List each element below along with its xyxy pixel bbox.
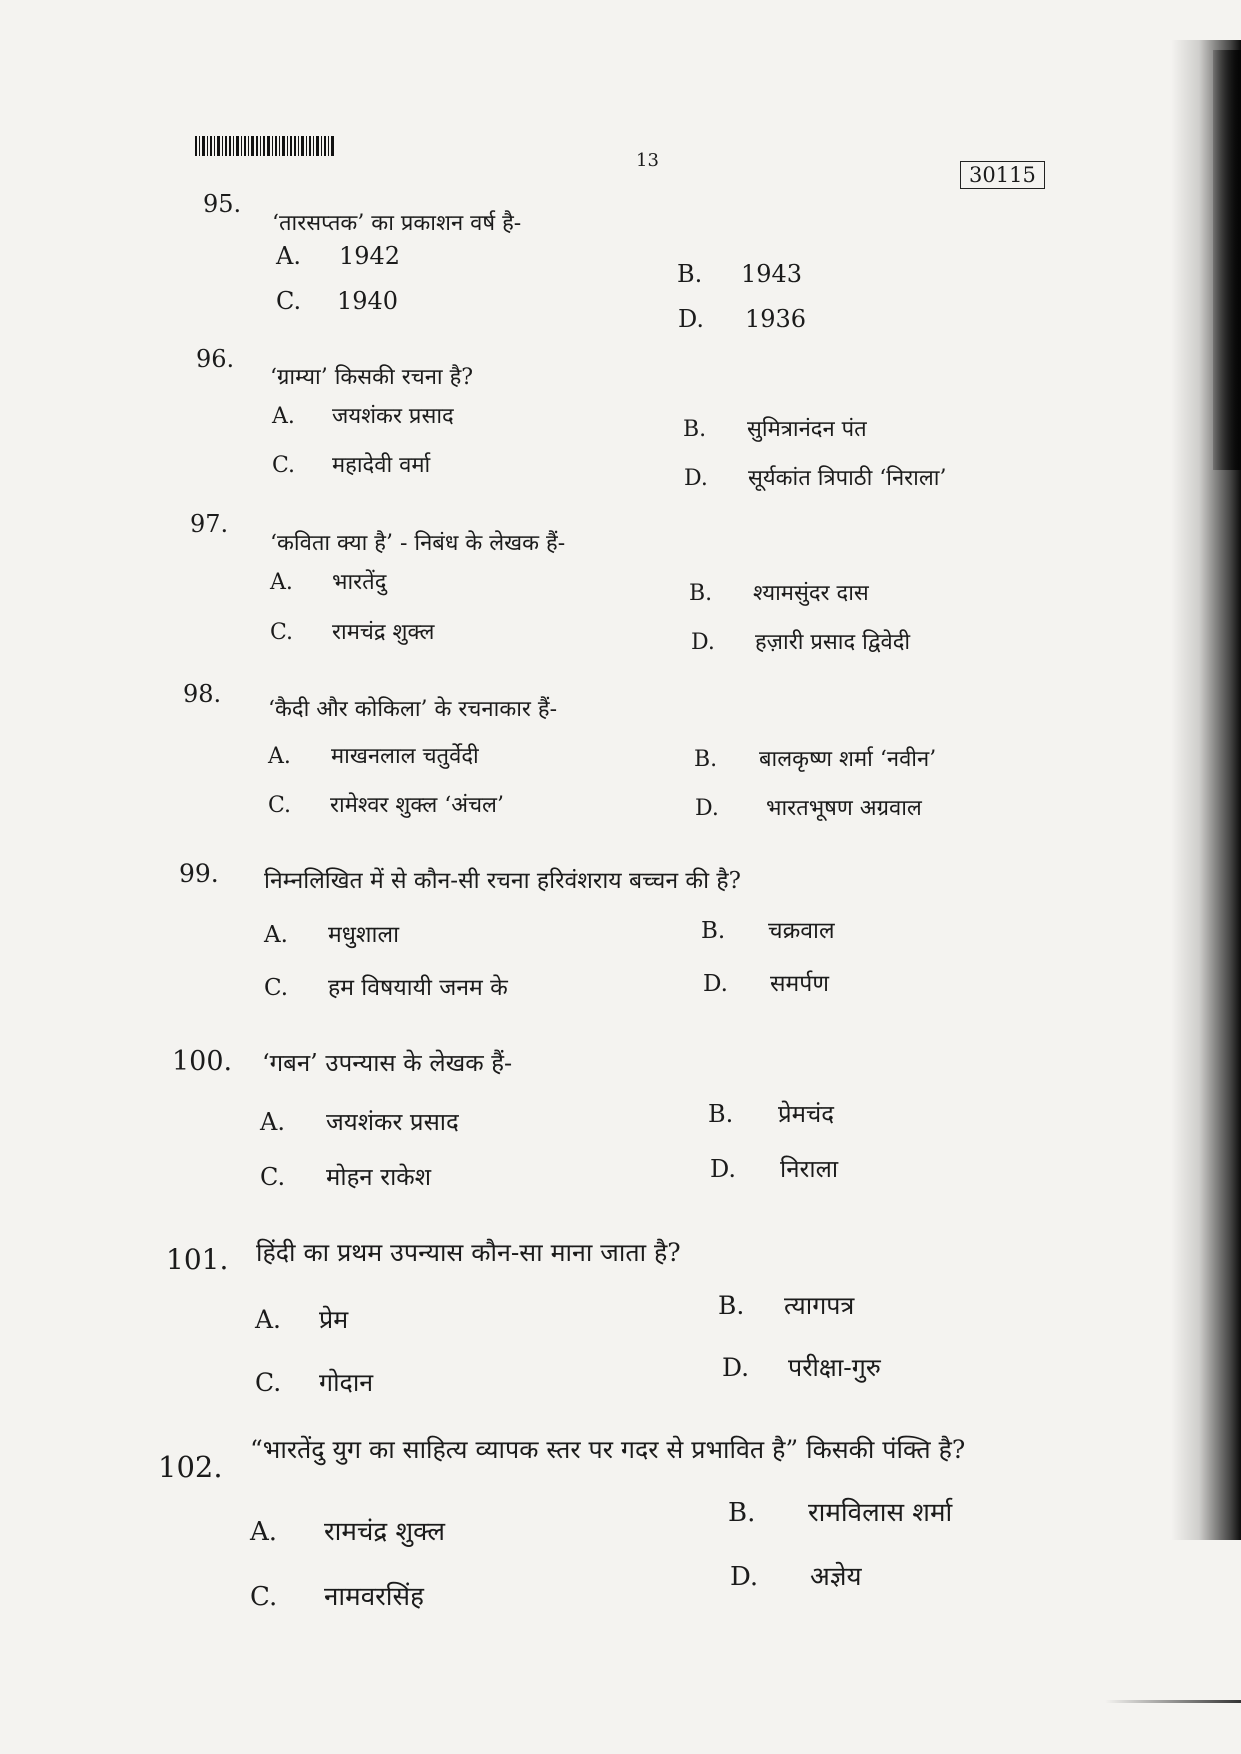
option-letter: C.: [272, 453, 296, 478]
option-b: [689, 577, 869, 607]
option-text: चक्रवाल: [768, 918, 835, 944]
scan-artifact-line: [1105, 1700, 1241, 1703]
option-text: भारतेंदु: [332, 570, 387, 595]
option-b: [683, 413, 867, 443]
option-text: महादेवी वर्मा: [332, 453, 431, 478]
option-text: समर्पण: [770, 971, 829, 997]
option-c: [260, 1160, 431, 1193]
option-d: [730, 1557, 862, 1593]
question-text: ‘कविता क्या है’ - निबंध के लेखक हैं-: [270, 531, 566, 556]
question-text: ‘कैदी और कोकिला’ के रचनाकार हैं-: [268, 697, 558, 722]
paper-code-box: 30115: [960, 161, 1045, 189]
question-text: ‘ग्राम्या’ किसकी रचना है?: [270, 365, 474, 390]
option-c: [272, 449, 430, 479]
option-text: प्रेमचंद: [778, 1100, 834, 1128]
question-text: ‘तारसप्तक’ का प्रकाशन वर्ष है-: [272, 211, 522, 236]
option-a: [268, 740, 479, 770]
option-a: [260, 1105, 459, 1138]
question-number: 101.: [166, 1243, 229, 1276]
option-text: रामविलास शर्मा: [808, 1498, 953, 1528]
option-b: [694, 743, 936, 773]
option-text: रामेश्वर शुक्ल ‘अंचल’: [330, 793, 504, 818]
option-letter: C.: [264, 975, 289, 1001]
option-letter: A.: [272, 404, 295, 429]
question-number: 99.: [179, 859, 219, 888]
option-letter: A.: [264, 922, 288, 948]
option-text: श्यामसुंदर दास: [753, 581, 869, 606]
option-text: अज्ञेय: [810, 1562, 862, 1592]
option-a: [250, 1512, 445, 1548]
option-text: रामचंद्र शुक्ल: [324, 1517, 445, 1547]
option-text: हम विषयायी जनम के: [328, 975, 508, 1001]
option-letter: B.: [708, 1100, 734, 1128]
option-a: [255, 1302, 348, 1336]
question-text: “भारतेंदु युग का साहित्य व्यापक स्तर पर गदर से प्रभावित है” किसकी पंक्ति है?: [250, 1435, 966, 1464]
option-c: [264, 970, 508, 1002]
option-a: [272, 400, 454, 430]
option-d: [695, 792, 922, 822]
barcode-icon: [195, 136, 335, 156]
option-letter: A.: [276, 242, 301, 270]
question-number: 100.: [172, 1046, 233, 1077]
question-number: 95.: [203, 190, 242, 218]
option-letter: B.: [683, 417, 707, 442]
option-text: जयशंकर प्रसाद: [332, 404, 454, 429]
option-letter: A.: [268, 744, 291, 769]
option-text: माखनलाल चतुर्वेदी: [331, 744, 479, 769]
option-letter: D.: [695, 796, 719, 821]
question-text: निम्नलिखित में से कौन-सी रचना हरिवंशराय बच्चन की है?: [264, 868, 741, 894]
option-text: 1940: [337, 287, 399, 315]
option-letter: D.: [710, 1155, 737, 1183]
option-d: [691, 626, 910, 656]
option-text: त्यागपत्र: [784, 1291, 855, 1320]
option-letter: D.: [678, 305, 705, 333]
option-letter: C.: [270, 620, 294, 645]
option-b: [718, 1288, 854, 1322]
option-text: भारतभूषण अग्रवाल: [766, 796, 922, 821]
option-text: जयशंकर प्रसाद: [326, 1108, 459, 1136]
option-text: रामचंद्र शुक्ल: [332, 620, 435, 645]
option-d: [684, 462, 946, 492]
option-text: निराला: [780, 1155, 839, 1183]
option-b: [708, 1097, 834, 1130]
option-a: [276, 242, 400, 270]
option-letter: C.: [250, 1582, 278, 1612]
option-c: [255, 1365, 373, 1399]
question-text: हिंदी का प्रथम उपन्यास कौन-सा माना जाता है?: [256, 1238, 681, 1267]
option-text: सूर्यकांत त्रिपाठी ‘निराला’: [748, 466, 947, 491]
option-c: [268, 789, 504, 819]
option-d: [722, 1350, 881, 1384]
option-letter: C.: [276, 287, 302, 315]
option-d: [678, 305, 806, 333]
option-letter: B.: [689, 581, 713, 606]
option-text: परीक्षा-गुरु: [788, 1353, 881, 1382]
option-letter: A.: [270, 570, 293, 595]
option-letter: A.: [260, 1108, 285, 1136]
option-text: गोदान: [319, 1368, 374, 1397]
option-letter: D.: [684, 466, 708, 491]
option-text: नामवरसिंह: [324, 1582, 424, 1612]
option-b: [701, 913, 835, 945]
option-c: [250, 1577, 424, 1613]
option-letter: D.: [691, 630, 715, 655]
question-text: ‘गबन’ उपन्यास के लेखक हैं-: [262, 1049, 513, 1077]
option-letter: A.: [250, 1517, 278, 1547]
question-number: 97.: [190, 510, 229, 538]
option-text: 1936: [745, 305, 807, 333]
option-c: [276, 287, 398, 315]
page-number: 13: [636, 150, 659, 171]
option-letter: C.: [268, 793, 292, 818]
option-letter: B.: [694, 747, 718, 772]
option-letter: D.: [722, 1353, 750, 1382]
option-text: हज़ारी प्रसाद द्विवेदी: [755, 630, 911, 655]
option-text: मोहन राकेश: [326, 1163, 432, 1191]
question-number: 102.: [158, 1450, 223, 1484]
option-b: [677, 260, 802, 288]
option-c: [270, 616, 434, 646]
option-letter: C.: [260, 1163, 286, 1191]
option-b: [728, 1493, 952, 1529]
option-text: मधुशाला: [328, 922, 400, 948]
option-a: [264, 917, 399, 949]
option-text: बालकृष्ण शर्मा ‘नवीन’: [759, 747, 937, 772]
scan-edge-dark: [1213, 50, 1241, 470]
option-text: 1943: [741, 260, 803, 288]
option-text: प्रेम: [319, 1305, 349, 1334]
option-letter: D.: [730, 1562, 759, 1592]
question-number: 98.: [183, 680, 222, 708]
option-letter: B.: [728, 1498, 756, 1528]
option-letter: D.: [703, 971, 728, 997]
option-letter: C.: [255, 1368, 282, 1397]
option-letter: A.: [255, 1305, 282, 1334]
option-letter: B.: [701, 918, 726, 944]
option-text: 1942: [339, 242, 401, 270]
question-number: 96.: [196, 345, 235, 373]
option-a: [270, 566, 386, 596]
option-letter: B.: [677, 260, 703, 288]
option-d: [703, 966, 829, 998]
option-text: सुमित्रानंदन पंत: [747, 417, 867, 442]
option-letter: B.: [718, 1291, 745, 1320]
option-d: [710, 1152, 838, 1185]
